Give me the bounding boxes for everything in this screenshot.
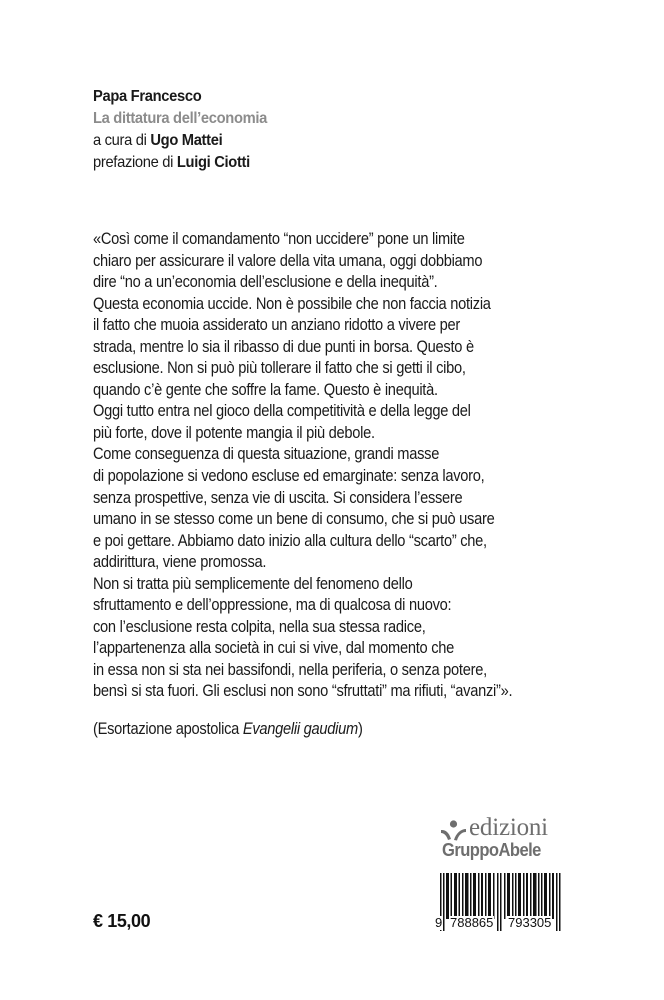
quote-line: esclusione. Non si può più tollerare il fatto che si getti il cibo, bbox=[93, 359, 466, 378]
quote-source bbox=[93, 718, 363, 740]
editor-credit bbox=[93, 130, 267, 152]
editor-name: Ugo Mattei bbox=[150, 132, 223, 149]
source-close: ) bbox=[357, 720, 363, 738]
quote-line: «Così come il comandamento “non uccidere” pone un limite bbox=[93, 230, 465, 248]
quote-line: Oggi tutto entra nel gioco della competitività e della legge del bbox=[93, 402, 471, 421]
person-arms-up-icon bbox=[440, 820, 470, 842]
editor-prefix: a cura di bbox=[93, 132, 147, 149]
source-work-title: Evangelii gaudium bbox=[242, 720, 358, 738]
quote-line: Non si tratta più semplicemente del fenomeno dello bbox=[93, 574, 413, 593]
preface-prefix: prefazione di bbox=[93, 154, 174, 171]
publisher-line1: edizioni bbox=[469, 814, 548, 841]
book-credits bbox=[93, 86, 267, 174]
quote-line: chiaro per assicurare il valore della vita umana, oggi dobbiamo bbox=[93, 251, 483, 270]
publisher-line2: GruppoAbele bbox=[442, 840, 541, 860]
quote-line: dire “no a un’economia dell’esclusione e della inequità”. bbox=[93, 273, 438, 292]
quote-block bbox=[93, 229, 582, 703]
book-title: La dittatura dell’economia bbox=[93, 110, 268, 127]
quote-line: in essa non si sta nei bassifondi, nella periferia, o senza potere, bbox=[93, 660, 487, 679]
quote-line: più forte, dove il potente mangia il più debole. bbox=[93, 423, 375, 442]
isbn-first-digit: 9 bbox=[435, 915, 443, 930]
quote-line: quando c’è gente che soffre la fame. Questo è inequità. bbox=[93, 380, 438, 399]
isbn-right-group: 793305 bbox=[508, 915, 552, 930]
isbn-left-group: 788865 bbox=[450, 915, 494, 930]
quote-line: il fatto che muoia assiderato un anziano ridotto a vivere per bbox=[93, 316, 461, 335]
preface-credit bbox=[93, 152, 267, 174]
quote-line: addirittura, viene promossa. bbox=[93, 553, 267, 572]
publisher-logo bbox=[440, 814, 580, 868]
quote-line: bensì si sta fuori. Gli esclusi non sono “sfruttati” ma rifiuti, “avanzi”». bbox=[93, 682, 513, 701]
quote-line: strada, mentre lo sia il ribasso di due punti in borsa. Questo è bbox=[93, 337, 474, 356]
quote-line: l’appartenenza alla società in cui si vive, dal momento che bbox=[93, 639, 455, 658]
quote-line: e poi gettare. Abbiamo dato inizio alla cultura dello “scarto” che, bbox=[93, 531, 487, 550]
quote-line: Questa economia uccide. Non è possibile che non faccia notizia bbox=[93, 294, 491, 313]
preface-author-name: Luigi Ciotti bbox=[176, 154, 250, 171]
source-open: (Esortazione apostolica bbox=[93, 720, 243, 738]
quote-line: di popolazione si vedono escluse ed emarginate: senza lavoro, bbox=[93, 467, 485, 486]
quote-line: umano in se stesso come un bene di consumo, che si può usare bbox=[93, 510, 495, 529]
quote-line: Come conseguenza di questa situazione, grandi masse bbox=[93, 445, 440, 464]
author-name: Papa Francesco bbox=[93, 88, 202, 105]
quote-line: con l’esclusione resta colpita, nella sua stessa radice, bbox=[93, 617, 426, 636]
quote-line: senza prospettive, senza vie di uscita. Si considera l’essere bbox=[93, 488, 463, 507]
price-label: € 15,00 bbox=[93, 911, 151, 931]
quote-line: sfruttamento e dell’oppressione, ma di qualcosa di nuovo: bbox=[93, 596, 452, 615]
